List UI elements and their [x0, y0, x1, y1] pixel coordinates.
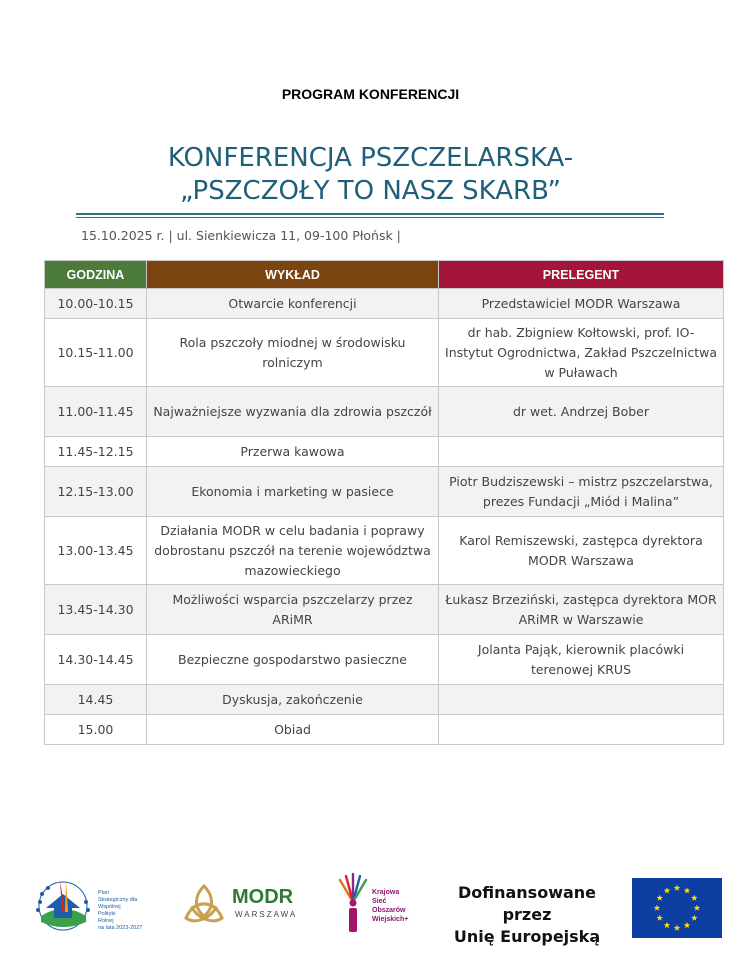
- date-location: 15.10.2025 r. | ul. Sienkiewicza 11, 09-100 Płońsk |: [81, 228, 401, 243]
- program-body: [45, 289, 724, 745]
- eu-flag: [632, 878, 722, 942]
- table-row: [45, 517, 724, 585]
- psp-logo: [32, 872, 152, 942]
- table-header-row: [45, 261, 724, 289]
- cell-time: 12.15-13.00: [45, 467, 147, 517]
- conference-title: [0, 142, 741, 208]
- cell-lecture: Możliwości wsparcia pszczelarzy przez ARiMR: [147, 585, 439, 635]
- eu-funding-text: [432, 882, 622, 948]
- cell-lecture: Najważniejsze wyzwania dla zdrowia pszczół: [147, 387, 439, 437]
- table-row: [45, 387, 724, 437]
- cell-speaker: dr hab. Zbigniew Kołtowski, prof. IO- Instytut Ogrodnictwa, Zakład Pszczelnictwa w Puławach: [439, 319, 724, 387]
- eu-text-line-2: Unię Europejską: [453, 927, 601, 946]
- table-row: [45, 685, 724, 715]
- table-row: [45, 467, 724, 517]
- cell-lecture: Obiad: [147, 715, 439, 745]
- cell-speaker: Przedstawiciel MODR Warszawa: [439, 289, 724, 319]
- psp-text-3: Wspólnej: [98, 904, 121, 910]
- cell-time: 10.00-10.15: [45, 289, 147, 319]
- cell-lecture: Dyskusja, zakończenie: [147, 685, 439, 715]
- ksow-emblem-icon: [336, 872, 370, 934]
- cell-speaker: Łukasz Brzeziński, zastępca dyrektora MOR ARiMR w Warszawie: [439, 585, 724, 635]
- ksow-text-1: Krajowa: [372, 889, 400, 896]
- psp-text-4: Polityki: [98, 911, 116, 917]
- cell-speaker: [439, 437, 724, 467]
- cell-time: 13.00-13.45: [45, 517, 147, 585]
- cell-speaker: [439, 715, 724, 745]
- cell-time: 14.30-14.45: [45, 635, 147, 685]
- psp-text-6: na lata 2023-2027: [98, 925, 143, 931]
- title-underline: [76, 213, 664, 218]
- psp-text-5: Rolnej: [98, 918, 114, 924]
- table-row: [45, 289, 724, 319]
- cell-time: 13.45-14.30: [45, 585, 147, 635]
- psp-emblem-icon: [32, 872, 94, 934]
- cell-speaker: [439, 685, 724, 715]
- cell-lecture: Bezpieczne gospodarstwo pasieczne: [147, 635, 439, 685]
- modr-logo: [180, 882, 310, 932]
- header-wyklad: WYKŁAD: [147, 261, 439, 289]
- table-row: [45, 635, 724, 685]
- cell-time: 11.45-12.15: [45, 437, 147, 467]
- psp-text-2: Strategiczny dla: [98, 897, 138, 903]
- title-line-1: KONFERENCJA PSZCZELARSKA-: [167, 143, 574, 173]
- cell-time: 11.00-11.45: [45, 387, 147, 437]
- header-prelegent: PRELEGENT: [439, 261, 724, 289]
- eu-flag-icon: [632, 878, 722, 938]
- cell-lecture: Ekonomia i marketing w pasiece: [147, 467, 439, 517]
- cell-lecture: Działania MODR w celu badania i poprawy dobrostanu pszczół na terenie województwa mazowieckiego: [147, 517, 439, 585]
- cell-time: 15.00: [45, 715, 147, 745]
- cell-lecture: Rola pszczoły miodnej w środowisku rolniczym: [147, 319, 439, 387]
- ksow-logo: [336, 872, 426, 942]
- table-row: [45, 319, 724, 387]
- ksow-text-3: Obszarów: [372, 907, 406, 914]
- cell-speaker: dr wet. Andrzej Bober: [439, 387, 724, 437]
- doc-header: PROGRAM KONFERENCJI: [281, 86, 460, 102]
- footer-logos: [0, 868, 741, 948]
- cell-time: 10.15-11.00: [45, 319, 147, 387]
- eu-text-line-1: Dofinansowane przez: [457, 883, 597, 924]
- psp-text-1: Plan: [98, 890, 110, 896]
- modr-knot-icon: [180, 882, 228, 926]
- cell-lecture: Otwarcie konferencji: [147, 289, 439, 319]
- cell-speaker: Piotr Budziszewski – mistrz pszczelarstwa, prezes Fundacji „Miód i Malina”: [439, 467, 724, 517]
- program-table: [44, 260, 724, 745]
- cell-time: 14.45: [45, 685, 147, 715]
- modr-name: MODR: [232, 886, 294, 908]
- ksow-text-2: Sieć: [372, 898, 387, 905]
- ksow-text-4: Wiejskich+: [372, 916, 409, 923]
- title-line-2: „PSZCZOŁY TO NASZ SKARB”: [180, 176, 561, 206]
- cell-lecture: Przerwa kawowa: [147, 437, 439, 467]
- table-row: [45, 715, 724, 745]
- table-row: [45, 585, 724, 635]
- header-godzina: GODZINA: [45, 261, 147, 289]
- cell-speaker: Karol Remiszewski, zastępca dyrektora MODR Warszawa: [439, 517, 724, 585]
- cell-speaker: Jolanta Pająk, kierownik placówki terenowej KRUS: [439, 635, 724, 685]
- table-row: [45, 437, 724, 467]
- modr-city: WARSZAWA: [235, 910, 298, 919]
